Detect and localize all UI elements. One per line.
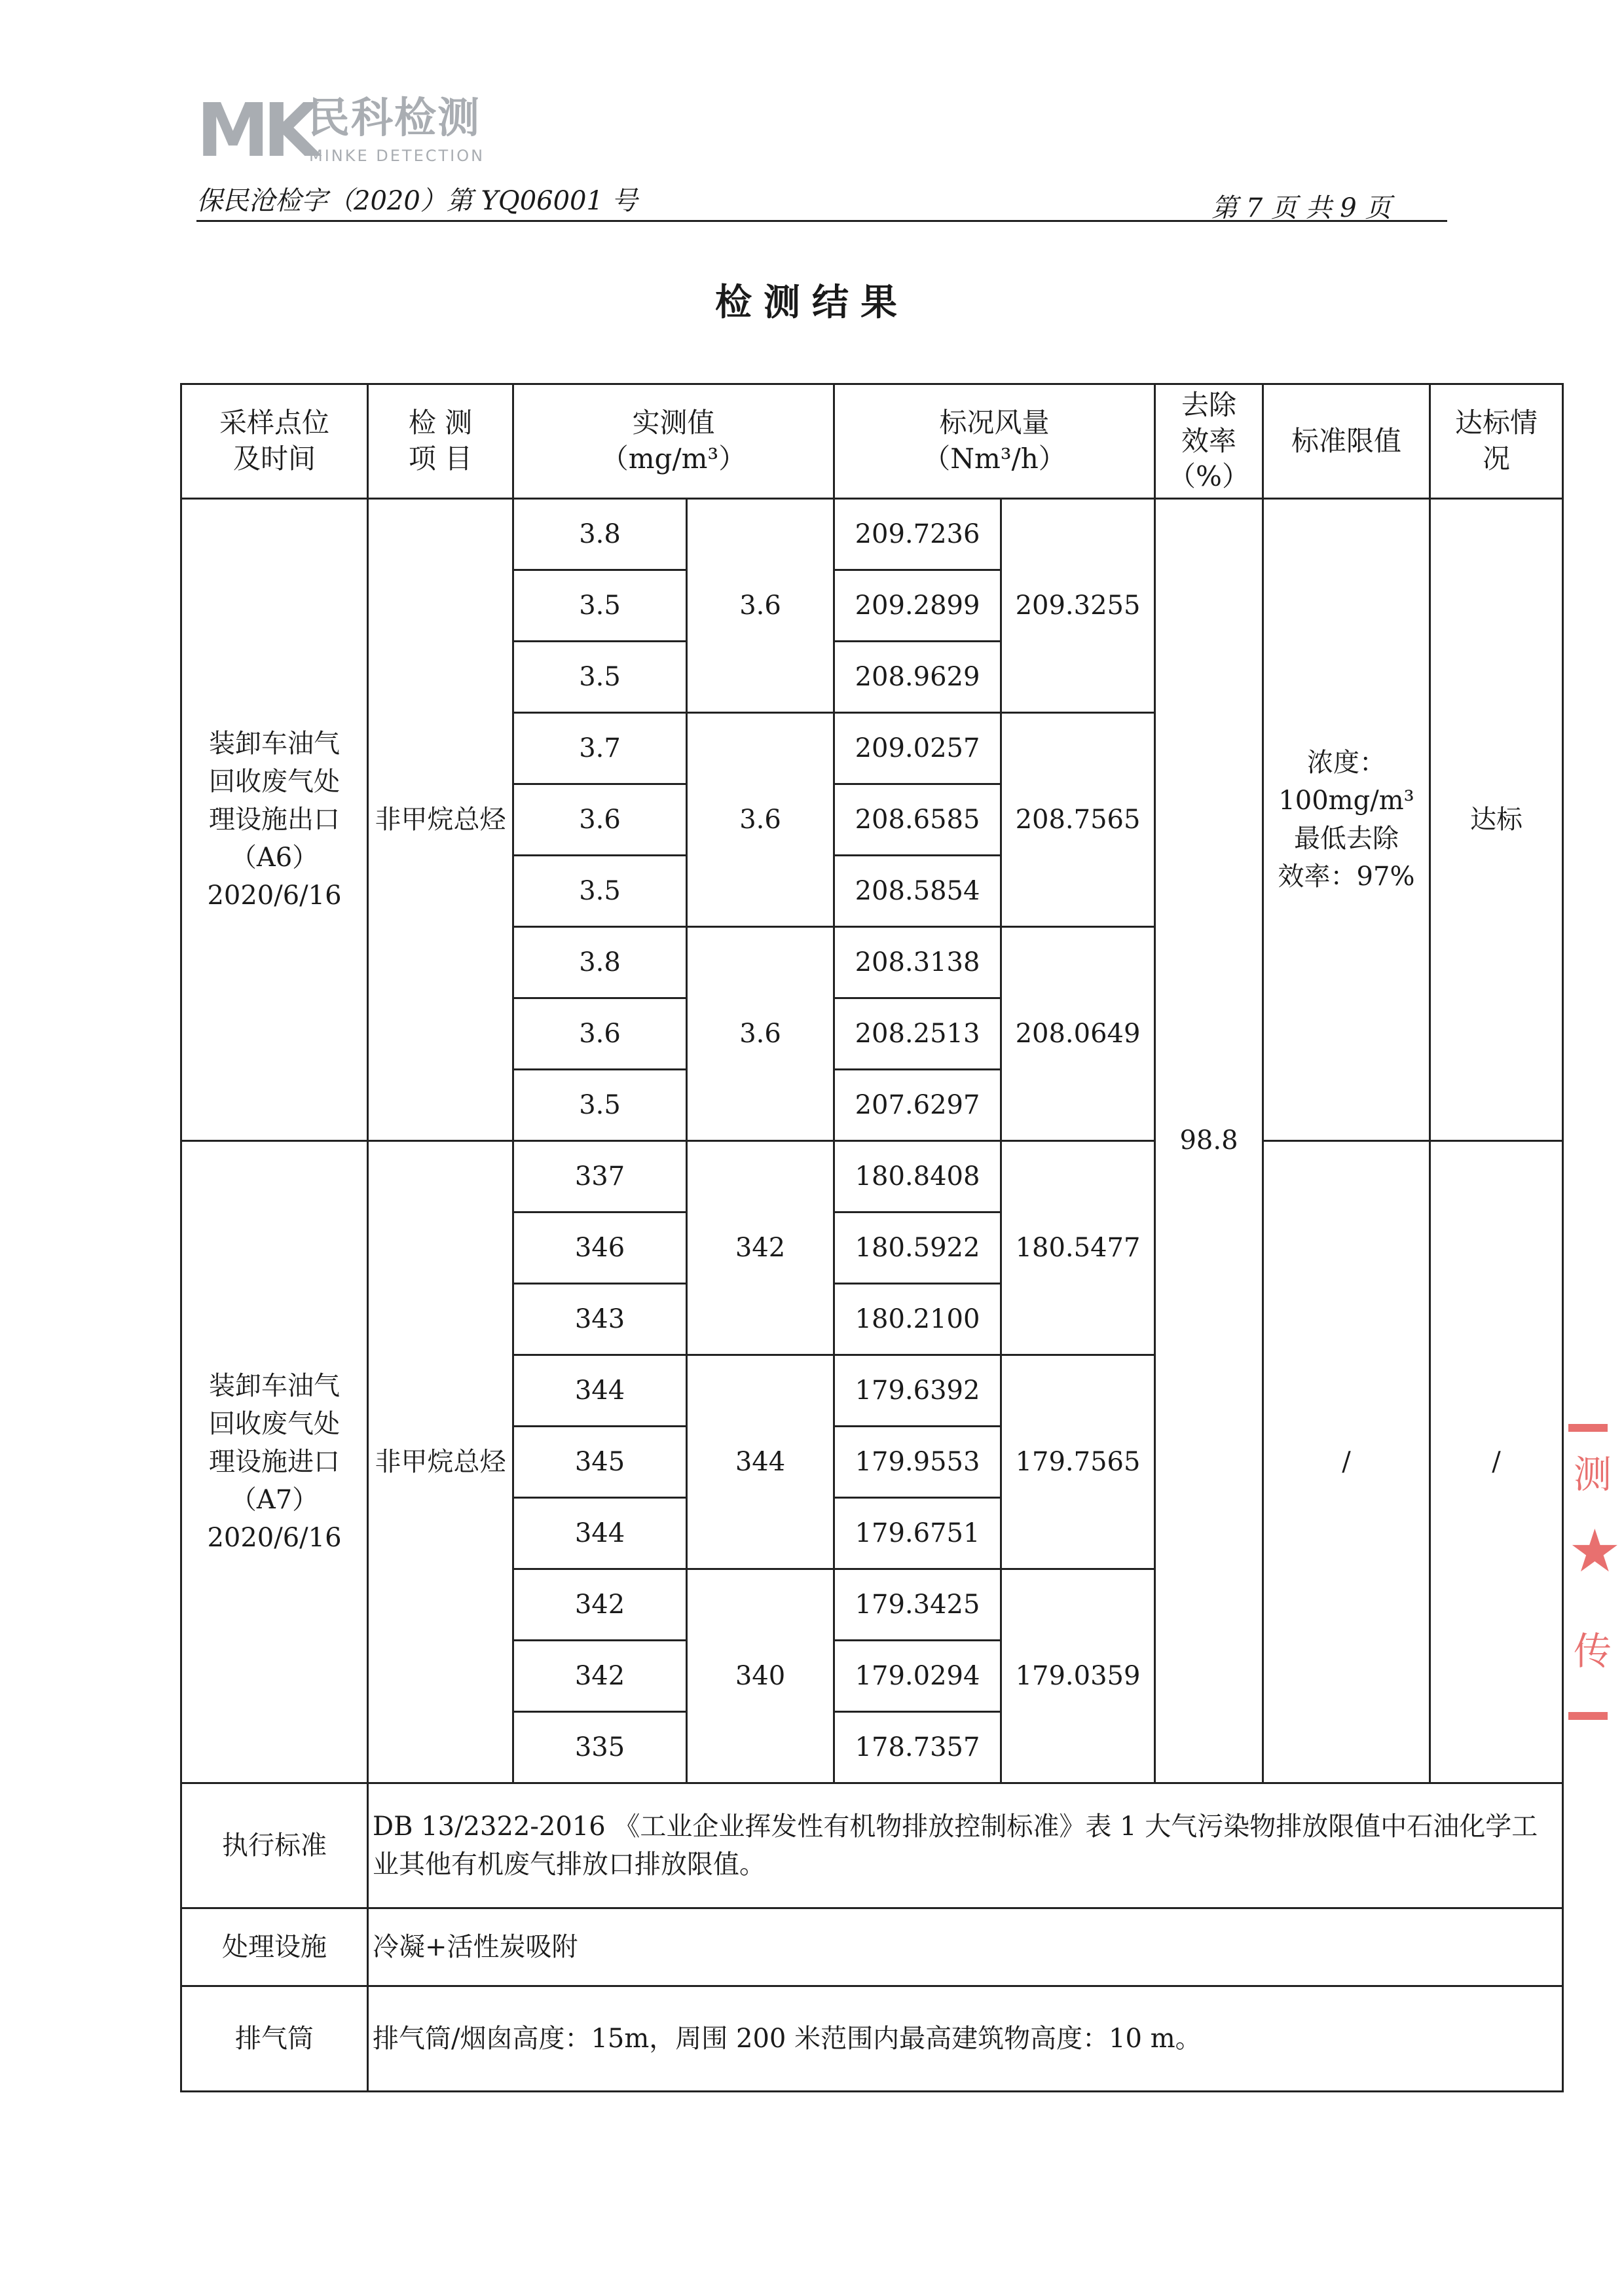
flow-avg-cell: 208.0649: [1001, 926, 1155, 1140]
logo-mk: MK: [196, 88, 314, 173]
footer-row: [181, 1783, 1563, 1908]
measured-cell: 3.5: [513, 641, 687, 712]
measured-cell: 3.7: [513, 712, 687, 784]
header-removal: 去除 效率 （%）: [1155, 384, 1263, 499]
measured-cell: 3.5: [513, 1069, 687, 1140]
footer-row: [181, 1908, 1563, 1986]
measured-cell: 335: [513, 1711, 687, 1783]
flow-cell: 209.0257: [834, 712, 1001, 784]
measured-cell: 3.6: [513, 784, 687, 855]
flow-cell: 180.5922: [834, 1212, 1001, 1283]
header-measured: 实测值 （mg/m³）: [513, 384, 834, 499]
red-stamp-fragment: [1568, 1424, 1621, 1725]
measured-cell: 346: [513, 1212, 687, 1283]
item-cell: 非甲烷总烃: [368, 498, 513, 1140]
item-cell: 非甲烷总烃: [368, 1140, 513, 1783]
page-indicator: 第 7 页 共 9 页: [1211, 193, 1392, 223]
measured-cell: 345: [513, 1426, 687, 1497]
measured-cell: 337: [513, 1140, 687, 1212]
flow-cell: 178.7357: [834, 1711, 1001, 1783]
logo-cn-text: 民科检测: [308, 94, 481, 143]
measured-cell: 342: [513, 1640, 687, 1711]
header-site: 采样点位 及时间: [181, 384, 368, 499]
measured-avg-cell: 3.6: [687, 498, 834, 712]
footer-row: [181, 1986, 1563, 2091]
measured-cell: 343: [513, 1283, 687, 1355]
logo-en-text: MINKE DETECTION: [309, 147, 485, 165]
facility-text: 冷凝+活性炭吸附: [368, 1908, 1563, 1986]
flow-cell: 179.9553: [834, 1426, 1001, 1497]
status-cell: /: [1430, 1140, 1563, 1783]
limit-cell: 浓度： 100mg/m³ 最低去除 效率：97%: [1263, 498, 1430, 1140]
results-table: [180, 383, 1564, 2092]
flow-avg-cell: 179.0359: [1001, 1569, 1155, 1783]
stamp-bar-bottom: [1568, 1712, 1608, 1720]
flow-cell: 208.2513: [834, 998, 1001, 1069]
measured-cell: 3.5: [513, 570, 687, 641]
measured-avg-cell: 3.6: [687, 712, 834, 926]
header-item: 检 测 项 目: [368, 384, 513, 499]
flow-cell: 180.2100: [834, 1283, 1001, 1355]
star-icon: ★: [1568, 1517, 1621, 1586]
flow-cell: 180.8408: [834, 1140, 1001, 1212]
table-row: [181, 498, 1563, 570]
measured-avg-cell: 3.6: [687, 926, 834, 1140]
facility-label: 处理设施: [181, 1908, 368, 1986]
stack-text: 排气筒/烟囱高度：15m，周围 200 米范围内最高建筑物高度：10 m。: [368, 1986, 1563, 2091]
flow-cell: 179.6751: [834, 1497, 1001, 1569]
header-divider: [196, 220, 1447, 222]
header-limit: 标准限值: [1263, 384, 1430, 499]
flow-avg-cell: 209.3255: [1001, 498, 1155, 712]
measured-cell: 3.5: [513, 855, 687, 926]
flow-cell: 208.6585: [834, 784, 1001, 855]
report-number: 保民沧检字（2020）第 YQ06001 号: [196, 186, 638, 216]
measured-cell: 342: [513, 1569, 687, 1640]
limit-cell: /: [1263, 1140, 1430, 1783]
flow-avg-cell: 179.7565: [1001, 1355, 1155, 1569]
site-cell: 装卸车油气 回收废气处 理设施出口 （A6） 2020/6/16: [181, 498, 368, 1140]
table-row: [181, 1140, 1563, 1212]
flow-cell: 209.2899: [834, 570, 1001, 641]
flow-cell: 208.3138: [834, 926, 1001, 998]
measured-cell: 3.8: [513, 926, 687, 998]
table-header-row: [181, 384, 1563, 499]
status-cell: 达标: [1430, 498, 1563, 1140]
measured-cell: 344: [513, 1497, 687, 1569]
flow-cell: 209.7236: [834, 498, 1001, 570]
flow-avg-cell: 180.5477: [1001, 1140, 1155, 1355]
measured-cell: 344: [513, 1355, 687, 1426]
flow-cell: 207.6297: [834, 1069, 1001, 1140]
removal-efficiency-cell: 98.8: [1155, 498, 1263, 1783]
site-cell: 装卸车油气 回收废气处 理设施进口 （A7） 2020/6/16: [181, 1140, 368, 1783]
company-logo: [196, 88, 498, 173]
flow-cell: 179.3425: [834, 1569, 1001, 1640]
flow-cell: 208.9629: [834, 641, 1001, 712]
header-status: 达标情 况: [1430, 384, 1563, 499]
flow-cell: 208.5854: [834, 855, 1001, 926]
measured-cell: 3.6: [513, 998, 687, 1069]
stamp-char-top: 测: [1574, 1452, 1612, 1497]
standard-text: DB 13/2322-2016 《工业企业挥发性有机物排放控制标准》表 1 大气污染物排放限值中石油化学工业其他有机废气排放口排放限值。: [368, 1783, 1563, 1908]
flow-avg-cell: 208.7565: [1001, 712, 1155, 926]
measured-avg-cell: 344: [687, 1355, 834, 1569]
measured-avg-cell: 340: [687, 1569, 834, 1783]
stamp-char-bottom: 传: [1574, 1629, 1612, 1673]
flow-cell: 179.6392: [834, 1355, 1001, 1426]
measured-cell: 3.8: [513, 498, 687, 570]
measured-avg-cell: 342: [687, 1140, 834, 1355]
flow-cell: 179.0294: [834, 1640, 1001, 1711]
page-title: 检测结果: [715, 281, 909, 324]
stamp-bar-top: [1568, 1424, 1608, 1432]
stack-label: 排气筒: [181, 1986, 368, 2091]
header-flow: 标况风量 （Nm³/h）: [834, 384, 1155, 499]
standard-label: 执行标准: [181, 1783, 368, 1908]
